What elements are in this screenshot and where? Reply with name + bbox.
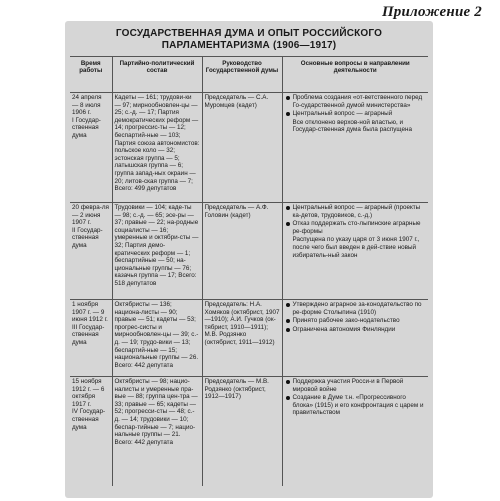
issue-item: Отказ поддержать сто-лыпинские аграрные ре-формы [285, 220, 427, 235]
document-page [65, 21, 433, 498]
table-row [70, 377, 428, 486]
cell-issues [282, 377, 428, 486]
duma-3-composition: Октябристы — 136; национа-листы — 90; правые — 51; кадеты — 53; прогрес-систы и мирнообновлен-цы — 39; с.-д. — 19; трудо-вики — 13; беспартий-ные — 15; национальные группы — 26. Всего: 442 депутата [114, 301, 199, 369]
cell-time [70, 300, 112, 377]
cell-issues [282, 300, 428, 377]
issue-item: Проблема создания «от-ветственного перед Го-сударственной думой министерства» [285, 94, 427, 109]
duma-2-leadership: Председатель — А.Ф. Головин (кадет) [204, 204, 269, 219]
table-row [70, 93, 428, 203]
cell-composition [112, 203, 202, 300]
cell-time [70, 203, 112, 300]
duma-3-time: 1 ноября 1907 г. — 9 июня 1912 г. III Государ-ственная дума [72, 301, 108, 346]
cell-leadership [202, 377, 282, 486]
cell-composition [112, 93, 202, 203]
cell-leadership [202, 300, 282, 377]
issue-note: Распущена по указу царя от 3 июня 1907 г., после чего был введен в дей-ствие новый избиратель-ный закон [292, 236, 420, 259]
issue-item: Поддержка участия Росси-и в Первой мировой войне [285, 378, 427, 393]
duma-1-issues [285, 94, 427, 134]
duma-1-leadership: Председатель — С.А. Муромцев (кадет) [204, 94, 269, 109]
header-composition: Партийно-политический состав [112, 57, 202, 93]
duma-2-time: 20 февра-ля — 2 июня 1907 г. II Государ-ственная дума [72, 204, 109, 249]
duma-1-composition: Кадеты — 161; трудови-ки — 97; мирнообновлен-цы — 25; с.-д. — 17; Партия демократических реформ — 14; прогрессис-ты — 12; беспартий-ные — 103; Партия союза автономистов: польское коло — 32; эстонская группа — 5; латышская группа — 6; группа запад-ных окраин — 20; литов-ская группа — 7; Всего: 499 депутатов [114, 94, 200, 193]
duma-table [70, 56, 428, 486]
cell-issues [282, 93, 428, 203]
duma-3-issues [285, 301, 427, 333]
cell-issues [282, 203, 428, 300]
table-header-row [70, 57, 428, 93]
header-leadership: Руководство Государственной думы [202, 57, 282, 93]
document-title: ГОСУДАРСТВЕННАЯ ДУМА И ОПЫТ РОССИЙСКОГО ПАРЛАМЕНТАРИЗМА (1906—1917) [115, 28, 383, 51]
header-issues: Основные вопросы в направлении деятельности [282, 57, 428, 93]
cell-composition [112, 377, 202, 486]
duma-2-issues [285, 204, 427, 259]
issue-item: Принято рабочее зако-нодательство [285, 317, 427, 325]
table-row [70, 203, 428, 300]
issue-item: Центральный вопрос — аграрный (проекты ка-детов, трудовиков, с.-д.) [285, 204, 427, 219]
issue-item: Центральный вопрос — аграрный [285, 110, 427, 118]
cell-time [70, 93, 112, 203]
duma-3-leadership: Председатель: Н.А. Хомяков (октябрист, 1907—1910); А.И. Гучков (ок-тябрист, 1910—1911); М.В. Родзянко (октябрист, 1911—1912) [204, 301, 280, 346]
cell-composition [112, 300, 202, 377]
cell-leadership [202, 203, 282, 300]
duma-4-issues [285, 378, 427, 417]
duma-4-time: 15 ноября 1912 г. — 6 октября 1917 г. IV Государ-ственная дума [72, 378, 106, 431]
duma-1-time: 24 апреля — 8 июля 1906 г. I Государ-ственная дума [72, 94, 102, 139]
header-time: Время работы [70, 57, 112, 93]
issue-item: Ограничена автономия Финляндии [285, 326, 427, 334]
issue-note: Все отклонено верхов-ной властью, и Государ-ственная дума была распущена [292, 118, 412, 134]
issue-item: Утверждено аграрное за-конодательство по ре-форме Столыпина (1910) [285, 301, 427, 316]
duma-2-composition: Трудовики — 104; каде-ты — 98; с.-д. — 65; эсе-ры — 37; правые — 22; на-родные социалисты — 16; умеренные и октябри-сты — 32; Партия демо-кратических реформ — 1; беспартийные — 50; на-циональные группы — 76; казачья группа — 17; Всего: 518 депутатов [114, 204, 199, 287]
cell-leadership [202, 93, 282, 203]
cell-time [70, 377, 112, 486]
table-row [70, 300, 428, 377]
issue-item: Создание в Думе т.н. «Прогрессивного блока» (1915) и его конфронтация с царем и правительством [285, 394, 427, 417]
duma-4-composition: Октябристы — 98; нацио-налисты и умеренные пра-вые — 88; группа цен-тра — 33; правые — 65; кадеты — 52; прогресси-сты — 48; с.-д. — 14; трудовики — 10; беспар-тийные — 7; нацио-нальные группы — 21. Всего: 442 депутата [114, 378, 198, 446]
appendix-label: Приложение 2 [381, 4, 482, 20]
duma-4-leadership: Председатель — М.В. Родзянко (октябрист, 1912—1917) [204, 378, 269, 401]
